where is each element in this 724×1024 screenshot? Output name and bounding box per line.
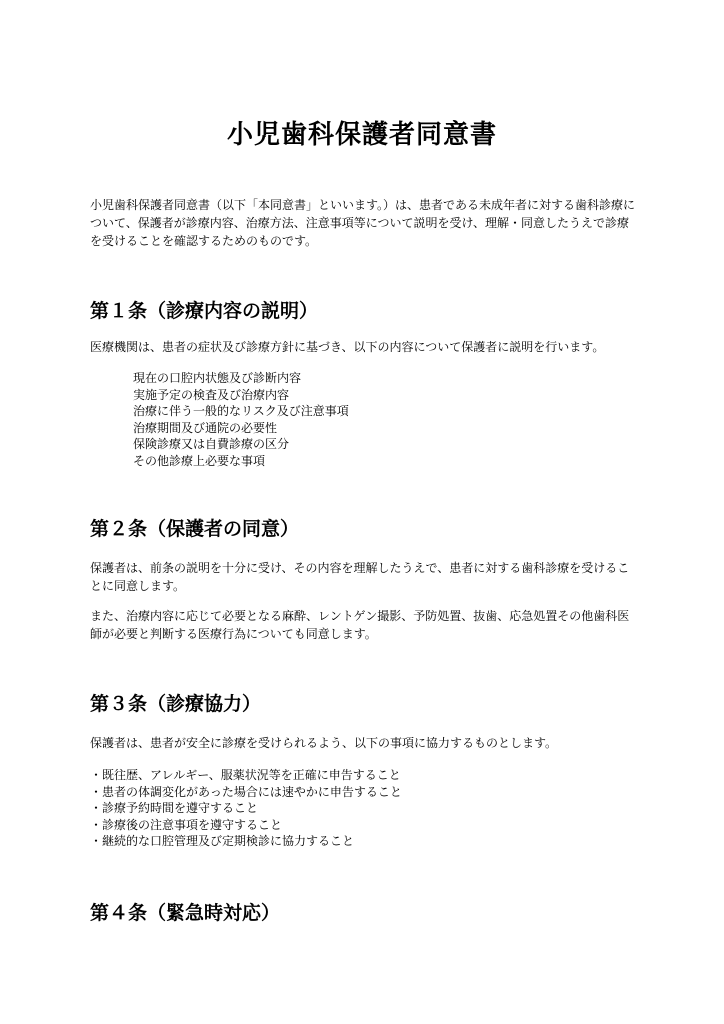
article-4-heading: 第４条（緊急時対応） <box>90 902 281 924</box>
document-title: 小児歯科保護者同意書 <box>226 120 497 150</box>
article-3-paragraph: 保護者は、患者が安全に診療を受けられるよう、以下の事項に協力するものとします。 <box>90 736 558 750</box>
list-item-text: 継続的な口腔管理及び定期検診に協力すること <box>102 834 355 848</box>
intro-paragraph: 小児歯科保護者同意書（以下「本同意書」といいます。）は、患者である未成年者に対する歯科診療について、保護者が診療内容、治療方法、注意事項等について説明を受け、理解・同意したうえで診療を受けることを確認するためのものです。 <box>90 198 636 248</box>
list-item <box>90 784 402 801</box>
list-item-text: 診療予約時間を遵守すること <box>102 801 259 815</box>
list-item-text: 患者の体調変化があった場合には速やかに申告すること <box>102 784 402 799</box>
list-item-text: 既往歴、アレルギー、服薬状況等を正確に申告すること <box>102 768 401 782</box>
list-item: 実施予定の検査及び治療内容 <box>133 387 290 402</box>
list-item: その他診療上必要な事項 <box>133 453 266 468</box>
list-item: 治療期間及び通院の必要性 <box>133 420 278 435</box>
article-3-heading: 第３条（診療協力） <box>90 693 262 715</box>
bullet-marker: ・ <box>90 801 103 815</box>
bullet-marker: ・ <box>90 834 103 848</box>
article-2-paragraph-2: また、治療内容に応じて必要となる麻酔、レントゲン撮影、予防処置、抜歯、応急処置その他歯科医師が必要と判断する医療行為についても同意します。 <box>90 609 630 641</box>
list-item <box>90 833 402 850</box>
bullet-marker: ・ <box>90 768 103 782</box>
list-item: 保険診療又は自費診療の区分 <box>133 437 290 451</box>
bullet-marker: ・ <box>90 784 103 799</box>
list-item: 治療に伴う一般的なリスク及び注意事項 <box>133 404 349 418</box>
list-item-text: 診療後の注意事項を遵守すること <box>102 817 283 832</box>
article-2-paragraph-1: 保護者は、前条の説明を十分に受け、その内容を理解したうえで、患者に対する歯科診療を受けることに同意します。 <box>90 561 630 593</box>
article-1-item-list <box>133 370 349 469</box>
article-3-bullet-list <box>90 767 402 850</box>
article-1-paragraph: 医療機関は、患者の症状及び診療方針に基づき、以下の内容について保護者に説明を行います。 <box>90 340 605 354</box>
bullet-marker: ・ <box>90 817 103 832</box>
article-1-heading: 第１条（診療内容の説明） <box>90 300 319 322</box>
list-item: 現在の口腔内状態及び診断内容 <box>133 371 302 385</box>
list-item <box>90 767 402 784</box>
article-2-heading: 第２条（保護者の同意） <box>90 518 300 540</box>
list-item <box>90 817 402 834</box>
list-item <box>90 800 402 817</box>
